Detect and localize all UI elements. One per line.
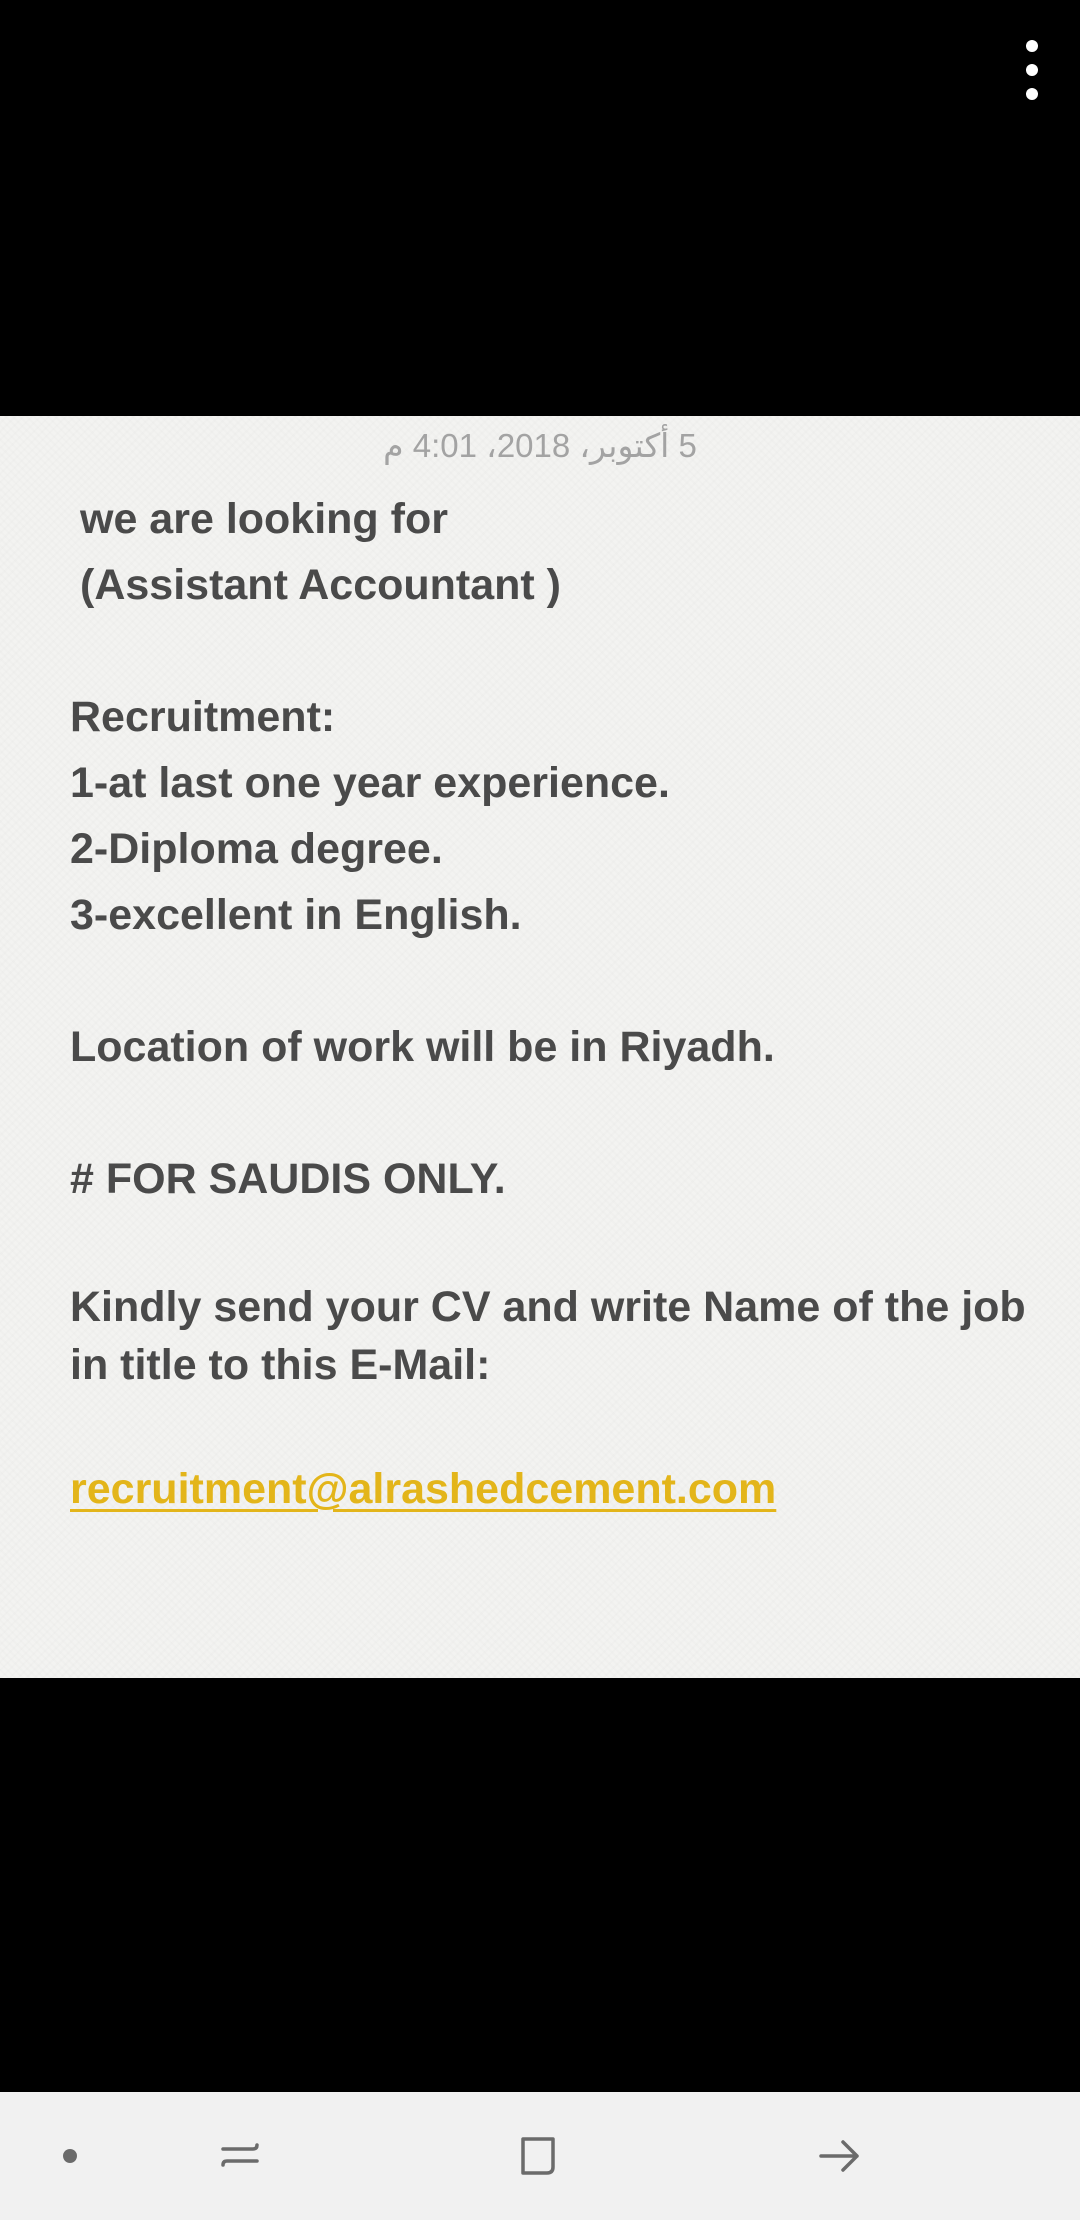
home-icon[interactable] [500, 2092, 580, 2220]
note-date: 5 أكتوبر، 2018، 4:01 م [383, 427, 697, 464]
note-line-intro: we are looking for [80, 495, 448, 543]
note-line-instructions: Kindly send your CV and write Name of the job in title to this E-Mail: [70, 1283, 1026, 1389]
recents-icon[interactable] [200, 2092, 280, 2220]
dot [1026, 40, 1038, 52]
system-navigation-bar [0, 2092, 1080, 2220]
note-line-position: (Assistant Accountant ) [80, 561, 561, 609]
nav-dot-icon[interactable] [40, 2092, 100, 2220]
email-link[interactable]: recruitment@alrashedcement.com [70, 1465, 777, 1513]
note-line-requirement-2: 2-Diploma degree. [70, 825, 443, 873]
dot [1026, 64, 1038, 76]
note-line-requirement-1: 1-at last one year experience. [70, 759, 670, 807]
note-body [70, 486, 1030, 1522]
note-image [0, 416, 1080, 1678]
note-line-recruitment-heading: Recruitment: [70, 693, 336, 741]
back-icon[interactable] [800, 2092, 880, 2220]
note-line-location: Location of work will be in Riyadh. [70, 1023, 775, 1071]
more-options-icon[interactable] [1012, 40, 1052, 100]
note-line-saudis-only: # FOR SAUDIS ONLY. [70, 1155, 506, 1203]
dot [1026, 88, 1038, 100]
note-line-requirement-3: 3-excellent in English. [70, 891, 522, 939]
